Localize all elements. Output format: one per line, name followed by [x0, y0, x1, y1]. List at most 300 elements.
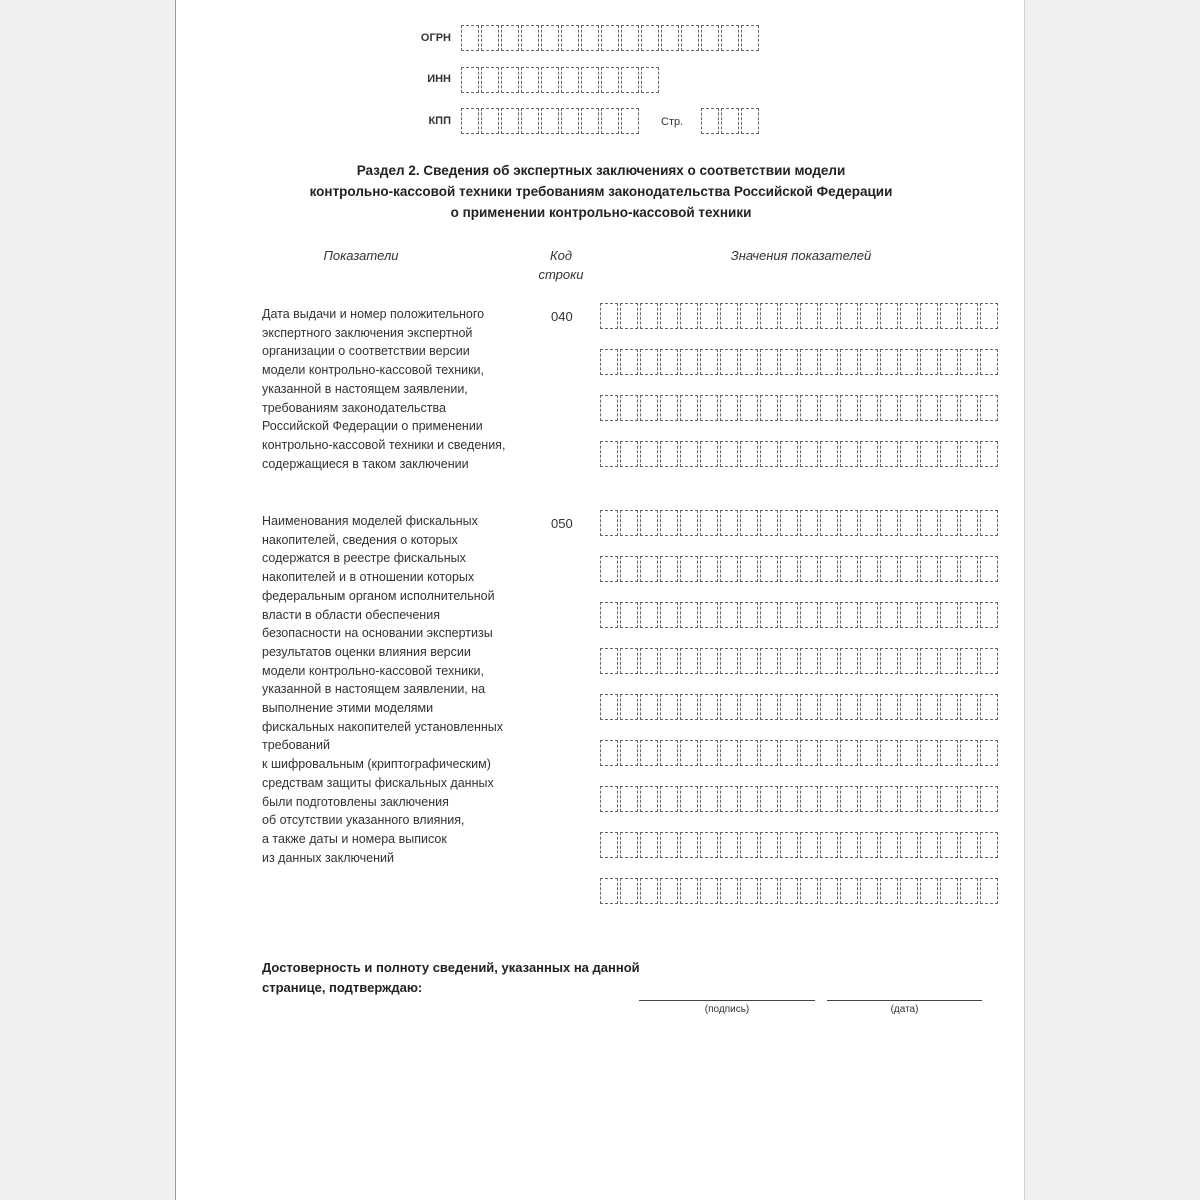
char-cell[interactable]	[660, 740, 678, 766]
row-050-value-line-4[interactable]	[600, 648, 998, 674]
char-cell[interactable]	[600, 510, 618, 536]
char-cell[interactable]	[780, 832, 798, 858]
signature-line[interactable]	[639, 1000, 815, 1001]
char-cell[interactable]	[740, 602, 758, 628]
char-cell[interactable]	[880, 303, 898, 329]
char-cell[interactable]	[721, 108, 739, 134]
char-cell[interactable]	[780, 694, 798, 720]
char-cell[interactable]	[481, 108, 499, 134]
char-cell[interactable]	[760, 648, 778, 674]
date-line[interactable]	[827, 1000, 982, 1001]
char-cell[interactable]	[780, 786, 798, 812]
char-cell[interactable]	[820, 395, 838, 421]
char-cell[interactable]	[820, 694, 838, 720]
char-cell[interactable]	[940, 395, 958, 421]
char-cell[interactable]	[581, 25, 599, 51]
char-cell[interactable]	[600, 786, 618, 812]
char-cell[interactable]	[860, 694, 878, 720]
char-cell[interactable]	[960, 832, 978, 858]
char-cell[interactable]	[501, 25, 519, 51]
char-cell[interactable]	[800, 602, 818, 628]
char-cell[interactable]	[600, 878, 618, 904]
char-cell[interactable]	[700, 878, 718, 904]
char-cell[interactable]	[660, 878, 678, 904]
char-cell[interactable]	[920, 878, 938, 904]
char-cell[interactable]	[640, 740, 658, 766]
char-cell[interactable]	[521, 25, 539, 51]
char-cell[interactable]	[960, 303, 978, 329]
char-cell[interactable]	[780, 303, 798, 329]
char-cell[interactable]	[620, 648, 638, 674]
char-cell[interactable]	[960, 740, 978, 766]
char-cell[interactable]	[641, 25, 659, 51]
char-cell[interactable]	[920, 556, 938, 582]
inn-cells[interactable]	[461, 67, 659, 93]
char-cell[interactable]	[620, 786, 638, 812]
char-cell[interactable]	[720, 694, 738, 720]
char-cell[interactable]	[760, 878, 778, 904]
char-cell[interactable]	[620, 441, 638, 467]
char-cell[interactable]	[940, 556, 958, 582]
row-040-value-line-1[interactable]	[600, 303, 998, 329]
char-cell[interactable]	[940, 441, 958, 467]
char-cell[interactable]	[860, 878, 878, 904]
char-cell[interactable]	[800, 832, 818, 858]
char-cell[interactable]	[621, 108, 639, 134]
char-cell[interactable]	[960, 349, 978, 375]
char-cell[interactable]	[680, 832, 698, 858]
char-cell[interactable]	[721, 25, 739, 51]
char-cell[interactable]	[900, 694, 918, 720]
char-cell[interactable]	[800, 349, 818, 375]
char-cell[interactable]	[980, 395, 998, 421]
char-cell[interactable]	[920, 648, 938, 674]
char-cell[interactable]	[700, 694, 718, 720]
char-cell[interactable]	[760, 303, 778, 329]
char-cell[interactable]	[980, 602, 998, 628]
char-cell[interactable]	[680, 556, 698, 582]
char-cell[interactable]	[680, 602, 698, 628]
char-cell[interactable]	[700, 349, 718, 375]
row-040-value-line-4[interactable]	[600, 441, 998, 467]
char-cell[interactable]	[461, 67, 479, 93]
char-cell[interactable]	[980, 648, 998, 674]
char-cell[interactable]	[620, 878, 638, 904]
char-cell[interactable]	[640, 786, 658, 812]
char-cell[interactable]	[640, 694, 658, 720]
char-cell[interactable]	[720, 556, 738, 582]
row-050-value-line-7[interactable]	[600, 786, 998, 812]
char-cell[interactable]	[640, 441, 658, 467]
char-cell[interactable]	[701, 108, 719, 134]
char-cell[interactable]	[820, 556, 838, 582]
char-cell[interactable]	[541, 67, 559, 93]
char-cell[interactable]	[541, 108, 559, 134]
char-cell[interactable]	[740, 878, 758, 904]
char-cell[interactable]	[561, 25, 579, 51]
char-cell[interactable]	[940, 832, 958, 858]
char-cell[interactable]	[501, 108, 519, 134]
char-cell[interactable]	[840, 832, 858, 858]
char-cell[interactable]	[940, 786, 958, 812]
char-cell[interactable]	[760, 740, 778, 766]
char-cell[interactable]	[940, 878, 958, 904]
char-cell[interactable]	[600, 694, 618, 720]
char-cell[interactable]	[940, 602, 958, 628]
char-cell[interactable]	[561, 108, 579, 134]
char-cell[interactable]	[600, 556, 618, 582]
char-cell[interactable]	[920, 602, 938, 628]
char-cell[interactable]	[640, 556, 658, 582]
char-cell[interactable]	[640, 602, 658, 628]
char-cell[interactable]	[860, 303, 878, 329]
char-cell[interactable]	[880, 740, 898, 766]
char-cell[interactable]	[900, 441, 918, 467]
char-cell[interactable]	[521, 108, 539, 134]
char-cell[interactable]	[920, 349, 938, 375]
char-cell[interactable]	[960, 395, 978, 421]
char-cell[interactable]	[740, 694, 758, 720]
char-cell[interactable]	[960, 556, 978, 582]
char-cell[interactable]	[820, 441, 838, 467]
char-cell[interactable]	[820, 510, 838, 536]
char-cell[interactable]	[581, 67, 599, 93]
char-cell[interactable]	[840, 395, 858, 421]
char-cell[interactable]	[600, 303, 618, 329]
char-cell[interactable]	[760, 786, 778, 812]
char-cell[interactable]	[720, 878, 738, 904]
char-cell[interactable]	[800, 556, 818, 582]
char-cell[interactable]	[940, 510, 958, 536]
char-cell[interactable]	[820, 878, 838, 904]
char-cell[interactable]	[620, 303, 638, 329]
char-cell[interactable]	[960, 602, 978, 628]
char-cell[interactable]	[840, 740, 858, 766]
char-cell[interactable]	[780, 441, 798, 467]
char-cell[interactable]	[960, 694, 978, 720]
row-050-value-line-8[interactable]	[600, 832, 998, 858]
char-cell[interactable]	[780, 556, 798, 582]
char-cell[interactable]	[920, 303, 938, 329]
char-cell[interactable]	[640, 878, 658, 904]
char-cell[interactable]	[600, 740, 618, 766]
char-cell[interactable]	[620, 602, 638, 628]
char-cell[interactable]	[940, 349, 958, 375]
char-cell[interactable]	[780, 395, 798, 421]
char-cell[interactable]	[880, 510, 898, 536]
char-cell[interactable]	[980, 740, 998, 766]
char-cell[interactable]	[621, 67, 639, 93]
char-cell[interactable]	[621, 25, 639, 51]
char-cell[interactable]	[860, 648, 878, 674]
char-cell[interactable]	[481, 67, 499, 93]
char-cell[interactable]	[600, 441, 618, 467]
char-cell[interactable]	[700, 556, 718, 582]
char-cell[interactable]	[601, 25, 619, 51]
char-cell[interactable]	[920, 786, 938, 812]
char-cell[interactable]	[820, 648, 838, 674]
char-cell[interactable]	[700, 832, 718, 858]
char-cell[interactable]	[660, 303, 678, 329]
char-cell[interactable]	[741, 108, 759, 134]
char-cell[interactable]	[760, 556, 778, 582]
char-cell[interactable]	[660, 349, 678, 375]
char-cell[interactable]	[720, 510, 738, 536]
char-cell[interactable]	[840, 878, 858, 904]
char-cell[interactable]	[700, 602, 718, 628]
char-cell[interactable]	[700, 510, 718, 536]
char-cell[interactable]	[920, 510, 938, 536]
char-cell[interactable]	[980, 349, 998, 375]
char-cell[interactable]	[700, 648, 718, 674]
char-cell[interactable]	[880, 832, 898, 858]
char-cell[interactable]	[620, 694, 638, 720]
char-cell[interactable]	[680, 441, 698, 467]
char-cell[interactable]	[960, 878, 978, 904]
char-cell[interactable]	[780, 602, 798, 628]
char-cell[interactable]	[720, 648, 738, 674]
char-cell[interactable]	[760, 694, 778, 720]
char-cell[interactable]	[680, 694, 698, 720]
ogrn-cells[interactable]	[461, 25, 759, 51]
char-cell[interactable]	[601, 108, 619, 134]
char-cell[interactable]	[720, 349, 738, 375]
page-number-cells[interactable]	[701, 108, 759, 134]
row-050-value-line-3[interactable]	[600, 602, 998, 628]
char-cell[interactable]	[840, 441, 858, 467]
char-cell[interactable]	[700, 395, 718, 421]
char-cell[interactable]	[620, 832, 638, 858]
char-cell[interactable]	[920, 740, 938, 766]
char-cell[interactable]	[900, 740, 918, 766]
char-cell[interactable]	[760, 510, 778, 536]
char-cell[interactable]	[860, 786, 878, 812]
char-cell[interactable]	[600, 832, 618, 858]
char-cell[interactable]	[900, 349, 918, 375]
char-cell[interactable]	[620, 556, 638, 582]
char-cell[interactable]	[740, 441, 758, 467]
char-cell[interactable]	[701, 25, 719, 51]
char-cell[interactable]	[720, 602, 738, 628]
row-040-value-line-2[interactable]	[600, 349, 998, 375]
row-050-value-line-9[interactable]	[600, 878, 998, 904]
char-cell[interactable]	[960, 648, 978, 674]
char-cell[interactable]	[800, 878, 818, 904]
char-cell[interactable]	[920, 441, 938, 467]
char-cell[interactable]	[800, 510, 818, 536]
char-cell[interactable]	[700, 786, 718, 812]
char-cell[interactable]	[840, 510, 858, 536]
char-cell[interactable]	[920, 832, 938, 858]
char-cell[interactable]	[660, 694, 678, 720]
char-cell[interactable]	[900, 878, 918, 904]
char-cell[interactable]	[880, 395, 898, 421]
char-cell[interactable]	[920, 395, 938, 421]
char-cell[interactable]	[820, 832, 838, 858]
char-cell[interactable]	[900, 602, 918, 628]
row-050-value-line-5[interactable]	[600, 694, 998, 720]
char-cell[interactable]	[740, 510, 758, 536]
char-cell[interactable]	[720, 441, 738, 467]
char-cell[interactable]	[960, 510, 978, 536]
char-cell[interactable]	[840, 786, 858, 812]
char-cell[interactable]	[900, 395, 918, 421]
char-cell[interactable]	[740, 349, 758, 375]
char-cell[interactable]	[800, 648, 818, 674]
char-cell[interactable]	[680, 510, 698, 536]
char-cell[interactable]	[501, 67, 519, 93]
char-cell[interactable]	[760, 602, 778, 628]
char-cell[interactable]	[620, 349, 638, 375]
char-cell[interactable]	[720, 395, 738, 421]
char-cell[interactable]	[660, 602, 678, 628]
char-cell[interactable]	[860, 602, 878, 628]
char-cell[interactable]	[760, 349, 778, 375]
char-cell[interactable]	[840, 303, 858, 329]
char-cell[interactable]	[800, 694, 818, 720]
char-cell[interactable]	[980, 832, 998, 858]
char-cell[interactable]	[681, 25, 699, 51]
char-cell[interactable]	[720, 740, 738, 766]
char-cell[interactable]	[780, 648, 798, 674]
char-cell[interactable]	[620, 510, 638, 536]
char-cell[interactable]	[900, 303, 918, 329]
char-cell[interactable]	[680, 786, 698, 812]
char-cell[interactable]	[880, 786, 898, 812]
char-cell[interactable]	[960, 441, 978, 467]
char-cell[interactable]	[700, 441, 718, 467]
char-cell[interactable]	[860, 510, 878, 536]
char-cell[interactable]	[740, 556, 758, 582]
char-cell[interactable]	[900, 556, 918, 582]
char-cell[interactable]	[820, 740, 838, 766]
char-cell[interactable]	[641, 67, 659, 93]
char-cell[interactable]	[900, 510, 918, 536]
char-cell[interactable]	[820, 303, 838, 329]
char-cell[interactable]	[900, 786, 918, 812]
char-cell[interactable]	[541, 25, 559, 51]
char-cell[interactable]	[820, 349, 838, 375]
char-cell[interactable]	[840, 694, 858, 720]
char-cell[interactable]	[680, 349, 698, 375]
char-cell[interactable]	[620, 740, 638, 766]
char-cell[interactable]	[640, 648, 658, 674]
char-cell[interactable]	[661, 25, 679, 51]
char-cell[interactable]	[740, 303, 758, 329]
char-cell[interactable]	[680, 740, 698, 766]
char-cell[interactable]	[860, 395, 878, 421]
char-cell[interactable]	[860, 740, 878, 766]
char-cell[interactable]	[880, 349, 898, 375]
char-cell[interactable]	[960, 786, 978, 812]
char-cell[interactable]	[760, 441, 778, 467]
char-cell[interactable]	[800, 395, 818, 421]
char-cell[interactable]	[940, 648, 958, 674]
char-cell[interactable]	[740, 740, 758, 766]
char-cell[interactable]	[920, 694, 938, 720]
row-050-value-line-1[interactable]	[600, 510, 998, 536]
char-cell[interactable]	[980, 441, 998, 467]
char-cell[interactable]	[640, 349, 658, 375]
char-cell[interactable]	[660, 786, 678, 812]
char-cell[interactable]	[880, 878, 898, 904]
char-cell[interactable]	[980, 694, 998, 720]
char-cell[interactable]	[940, 303, 958, 329]
char-cell[interactable]	[840, 556, 858, 582]
char-cell[interactable]	[680, 395, 698, 421]
char-cell[interactable]	[980, 786, 998, 812]
char-cell[interactable]	[461, 108, 479, 134]
char-cell[interactable]	[461, 25, 479, 51]
char-cell[interactable]	[860, 441, 878, 467]
char-cell[interactable]	[720, 303, 738, 329]
char-cell[interactable]	[740, 832, 758, 858]
char-cell[interactable]	[700, 303, 718, 329]
kpp-cells[interactable]	[461, 108, 639, 134]
char-cell[interactable]	[800, 786, 818, 812]
char-cell[interactable]	[700, 740, 718, 766]
char-cell[interactable]	[800, 740, 818, 766]
char-cell[interactable]	[800, 441, 818, 467]
char-cell[interactable]	[780, 349, 798, 375]
char-cell[interactable]	[800, 303, 818, 329]
char-cell[interactable]	[660, 441, 678, 467]
char-cell[interactable]	[780, 878, 798, 904]
char-cell[interactable]	[600, 349, 618, 375]
char-cell[interactable]	[860, 832, 878, 858]
char-cell[interactable]	[820, 602, 838, 628]
char-cell[interactable]	[660, 395, 678, 421]
row-040-value-line-3[interactable]	[600, 395, 998, 421]
char-cell[interactable]	[940, 694, 958, 720]
char-cell[interactable]	[860, 556, 878, 582]
char-cell[interactable]	[660, 556, 678, 582]
char-cell[interactable]	[940, 740, 958, 766]
char-cell[interactable]	[601, 67, 619, 93]
char-cell[interactable]	[740, 395, 758, 421]
char-cell[interactable]	[980, 510, 998, 536]
char-cell[interactable]	[820, 786, 838, 812]
char-cell[interactable]	[860, 349, 878, 375]
char-cell[interactable]	[481, 25, 499, 51]
char-cell[interactable]	[760, 395, 778, 421]
row-050-value-line-2[interactable]	[600, 556, 998, 582]
char-cell[interactable]	[880, 648, 898, 674]
char-cell[interactable]	[561, 67, 579, 93]
char-cell[interactable]	[660, 510, 678, 536]
char-cell[interactable]	[880, 694, 898, 720]
char-cell[interactable]	[980, 878, 998, 904]
char-cell[interactable]	[640, 303, 658, 329]
char-cell[interactable]	[840, 648, 858, 674]
char-cell[interactable]	[980, 556, 998, 582]
char-cell[interactable]	[680, 878, 698, 904]
char-cell[interactable]	[620, 395, 638, 421]
char-cell[interactable]	[640, 510, 658, 536]
char-cell[interactable]	[521, 67, 539, 93]
char-cell[interactable]	[740, 648, 758, 674]
char-cell[interactable]	[660, 832, 678, 858]
char-cell[interactable]	[780, 510, 798, 536]
char-cell[interactable]	[740, 786, 758, 812]
char-cell[interactable]	[600, 602, 618, 628]
char-cell[interactable]	[980, 303, 998, 329]
char-cell[interactable]	[900, 832, 918, 858]
char-cell[interactable]	[640, 395, 658, 421]
char-cell[interactable]	[880, 556, 898, 582]
char-cell[interactable]	[741, 25, 759, 51]
char-cell[interactable]	[900, 648, 918, 674]
